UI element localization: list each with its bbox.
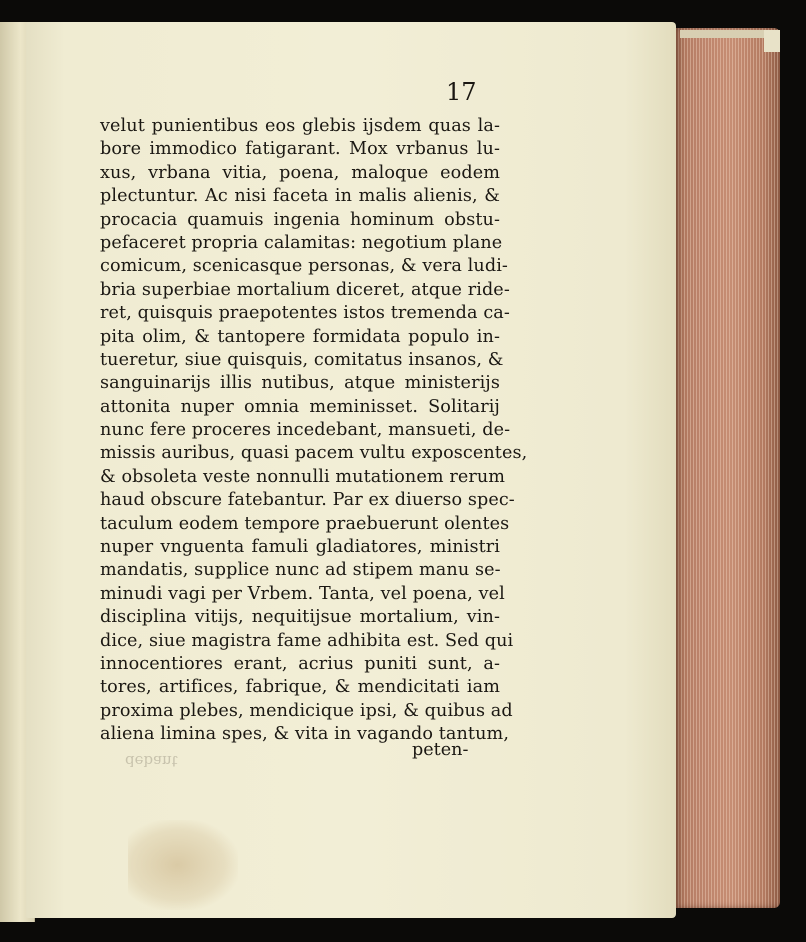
text-line: haud obscure fatebantur. Par ex diuerso spec- <box>100 490 515 511</box>
text-line: nunc fere proceres incedebant, mansueti, de- <box>100 420 511 441</box>
text-line: tores, artifices, fabrique, & mendicitati iam <box>100 677 500 698</box>
text-line: mandatis, supplice nunc ad stipem manu se- <box>100 560 501 581</box>
text-line: aliena limina spes, & vita in vagando tantum, <box>100 724 510 745</box>
text-line: attonita nuper omnia meminisset. Solitarij <box>100 396 500 417</box>
page-number: 17 <box>446 78 477 106</box>
text-line: minudi vagi per Vrbem. Tanta, vel poena, vel <box>100 583 505 604</box>
offset-ghost-print: debant <box>125 752 178 770</box>
text-line: bore immodico fatigarant. Mox vrbanus lu- <box>100 139 500 160</box>
text-line: taculum eodem tempore praebuerunt olentes <box>100 513 510 534</box>
text-line: sanguinarijs illis nutibus, atque ministerijs <box>100 373 500 394</box>
text-line: bria superbiae mortalium diceret, atque ride- <box>100 279 510 300</box>
text-line: ret, quisquis praepotentes istos tremenda ca- <box>100 303 510 324</box>
text-line: procacia quamuis ingenia hominum obstu- <box>100 209 500 230</box>
text-line: nuper vnguenta famuli gladiatores, ministri <box>100 537 500 558</box>
book-fore-edge <box>672 28 780 908</box>
text-line: & obsoleta veste nonnulli mutationem rerum <box>100 466 506 487</box>
text-line: missis auribus, quasi pacem vultu exposcentes, <box>100 443 528 464</box>
page-tab <box>764 30 780 52</box>
text-block <box>100 115 528 747</box>
text-line: comicum, scenicasque personas, & vera ludi- <box>100 256 508 277</box>
text-line: plectuntur. Ac nisi faceta in malis alienis, & <box>100 186 500 207</box>
text-line: dice, siue magistra fame adhibita est. Sed qui <box>100 630 514 651</box>
text-line: xus, vrbana vitia, poena, maloque eodem <box>100 162 500 183</box>
text-line: innocentiores erant, acrius puniti sunt, a- <box>100 653 500 674</box>
text-line: disciplina vitijs, nequitijsue mortalium, vin- <box>100 607 500 628</box>
text-line: velut punientibus eos glebis ijsdem quas la- <box>100 116 500 136</box>
text-line: pita olim, & tantopere formidata populo in- <box>100 326 500 347</box>
catchword: peten- <box>412 740 469 760</box>
paper-stain <box>128 820 238 910</box>
text-line: proxima plebes, mendicique ipsi, & quibus ad <box>100 700 513 721</box>
text-line: pefaceret propria calamitas: negotium plane <box>100 232 503 253</box>
text-line: tueretur, siue quisquis, comitatus insanos, & <box>100 349 504 370</box>
